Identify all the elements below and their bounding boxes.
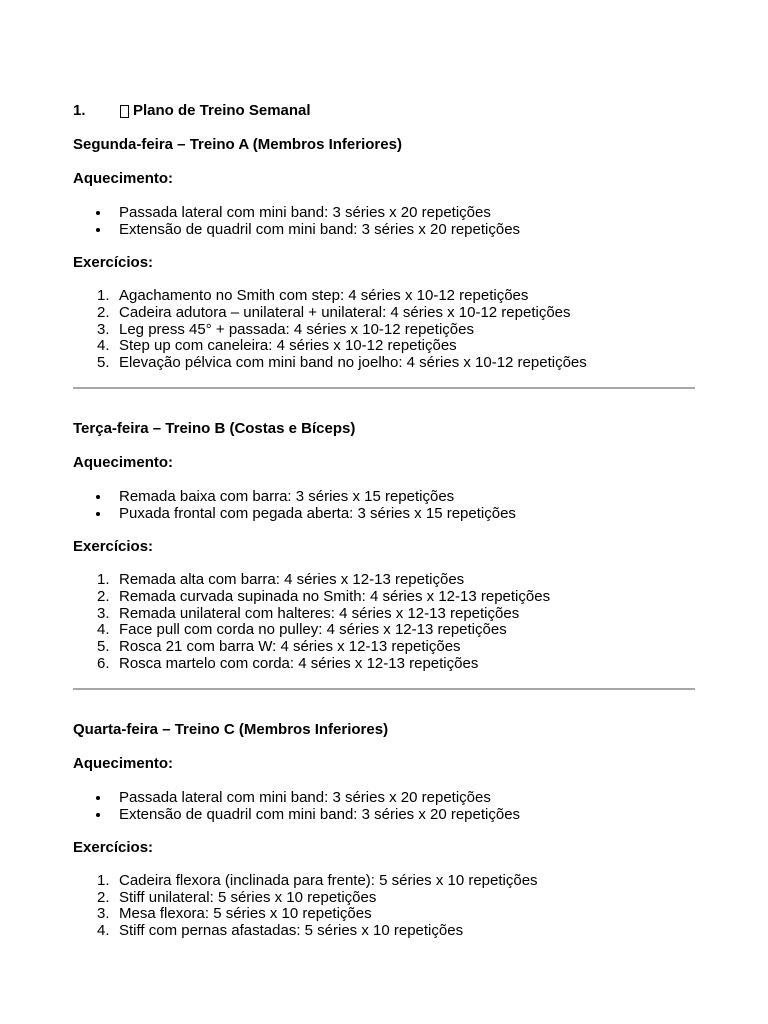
warmup-label: Aquecimento: [73, 170, 174, 187]
list-item [73, 656, 695, 673]
warmup-list [73, 204, 695, 238]
exercise-item-text: Stiff com pernas afastadas: 5 séries x 10 repetições [119, 922, 464, 940]
day-heading: Quarta-feira – Treino C (Membros Inferiores) [73, 720, 389, 738]
warmup-item-text: Remada baixa com barra: 3 séries x 15 repetições [119, 487, 455, 505]
exercise-item-text: Step up com caneleira: 4 séries x 10-12 repetições [119, 337, 457, 355]
list-item [73, 606, 695, 623]
horizontal-rule [73, 387, 695, 389]
list-item [73, 305, 695, 322]
item-number: 5. [97, 354, 110, 372]
exercises-label: Exercícios: [73, 537, 154, 555]
list-item [73, 873, 695, 890]
exercise-item-text: Face pull com corda no pulley: 4 séries x 12-13 repetições [119, 621, 507, 639]
exercise-list [73, 288, 695, 372]
item-number: 1. [97, 570, 110, 588]
list-item [73, 488, 695, 505]
exercise-item-text: Remada curvada supinada no Smith: 4 séries x 12-13 repetições [119, 587, 551, 605]
bullet-icon [96, 495, 100, 499]
warmup-item-text: Extensão de quadril com mini band: 3 séries x 20 repetições [119, 805, 521, 823]
warmup-item-text: Passada lateral com mini band: 3 séries x 20 repetições [119, 204, 491, 221]
document-title-row [73, 100, 695, 122]
exercise-item-text: Mesa flexora: 5 séries x 10 repetições [119, 905, 372, 923]
exercise-item-text: Cadeira flexora (inclinada para frente): 5 séries x 10 repetições [119, 871, 538, 889]
list-item [73, 355, 695, 372]
list-item [73, 288, 695, 305]
list-item [73, 221, 695, 238]
list-item [73, 789, 695, 806]
exercise-list [73, 873, 695, 940]
day-section-monday [73, 136, 695, 372]
item-number: 4. [97, 621, 110, 639]
exercise-item-text: Stiff unilateral: 5 séries x 10 repetições [119, 888, 377, 906]
list-item [73, 505, 695, 522]
bullet-icon [96, 512, 100, 516]
item-number: 3. [97, 905, 110, 923]
list-item [73, 338, 695, 355]
list-item [73, 572, 695, 589]
list-item [73, 890, 695, 907]
exercise-item-text: Elevação pélvica com mini band no joelho: 4 séries x 10-12 repetições [119, 354, 587, 372]
day-heading: Terça-feira – Treino B (Costas e Bíceps) [73, 419, 356, 437]
item-number: 2. [97, 587, 110, 605]
warmup-label: Aquecimento: [73, 754, 174, 772]
list-item [73, 923, 695, 940]
exercises-label: Exercícios: [73, 838, 154, 856]
item-number: 3. [97, 320, 110, 338]
document-title: Plano de Treino Semanal [133, 102, 311, 119]
item-number: 3. [97, 604, 110, 622]
warmup-item-text: Passada lateral com mini band: 3 séries x 20 repetições [119, 788, 491, 806]
exercise-list [73, 572, 695, 673]
bullet-icon [96, 813, 100, 817]
item-number: 1. [97, 871, 110, 889]
item-number: 6. [97, 654, 110, 672]
list-item [73, 906, 695, 923]
exercise-item-text: Remada alta com barra: 4 séries x 12-13 repetições [119, 570, 465, 588]
list-item [73, 589, 695, 606]
warmup-list [73, 488, 695, 522]
warmup-item-text: Extensão de quadril com mini band: 3 séries x 20 repetições [119, 221, 521, 238]
exercise-item-text: Rosca 21 com barra W: 4 séries x 12-13 repetições [119, 638, 461, 656]
list-item [73, 204, 695, 221]
item-number: 5. [97, 638, 110, 656]
bullet-icon [96, 796, 100, 800]
list-item [73, 806, 695, 823]
item-number: 4. [97, 337, 110, 355]
bullet-icon [96, 211, 100, 215]
exercise-item-text: Rosca martelo com corda: 4 séries x 12-13 repetições [119, 654, 479, 672]
title-number: 1. [73, 102, 86, 119]
exercise-item-text: Leg press 45° + passada: 4 séries x 10-12 repetições [119, 320, 474, 338]
item-number: 2. [97, 888, 110, 906]
exercise-item-text: Remada unilateral com halteres: 4 séries x 12-13 repetições [119, 604, 520, 622]
list-item [73, 639, 695, 656]
list-item [73, 322, 695, 339]
item-number: 1. [97, 287, 110, 304]
list-item [73, 622, 695, 639]
exercise-item-text: Agachamento no Smith com step: 4 séries x 10-12 repetições [119, 287, 529, 304]
item-number: 2. [97, 303, 110, 321]
warmup-item-text: Puxada frontal com pegada aberta: 3 séries x 15 repetições [119, 504, 516, 522]
day-heading: Segunda-feira – Treino A (Membros Inferiores) [73, 136, 402, 153]
day-section-tuesday [73, 420, 695, 673]
warmup-list [73, 789, 695, 823]
horizontal-rule [73, 688, 695, 690]
missing-glyph-icon [120, 105, 129, 118]
bullet-icon [96, 228, 100, 232]
item-number: 4. [97, 922, 110, 940]
exercises-label: Exercícios: [73, 254, 154, 271]
day-section-wednesday [73, 721, 695, 940]
warmup-label: Aquecimento: [73, 453, 174, 471]
exercise-item-text: Cadeira adutora – unilateral + unilateral: 4 séries x 10-12 repetições [119, 303, 571, 321]
document-page [73, 100, 695, 940]
